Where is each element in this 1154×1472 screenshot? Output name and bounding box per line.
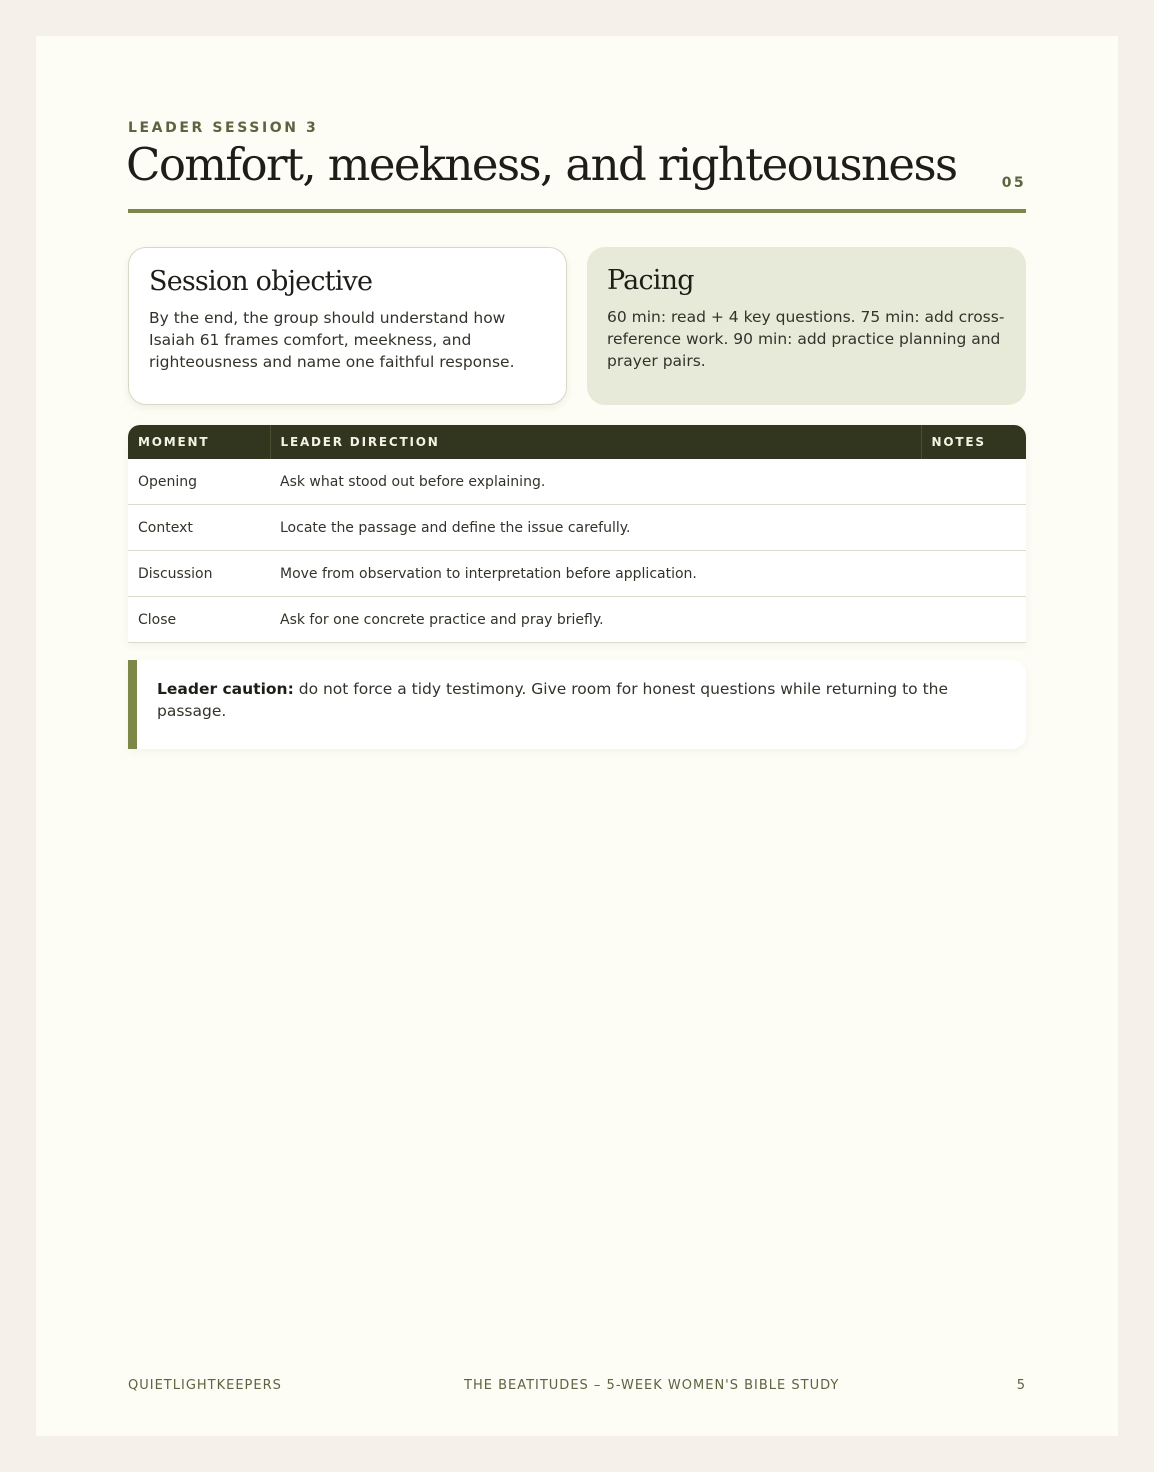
caution-label: Leader caution: xyxy=(157,680,294,698)
objective-heading: Session objective xyxy=(149,266,373,297)
table-row xyxy=(128,597,1026,643)
footer-page-number: 5 xyxy=(1016,1378,1026,1393)
pacing-heading: Pacing xyxy=(607,265,694,296)
moment-cell: Context xyxy=(128,505,270,551)
column-header-moment: MOMENT xyxy=(128,425,270,459)
table-header-row xyxy=(128,425,1026,459)
callout-accent-bar xyxy=(128,660,137,749)
notes-cell xyxy=(921,505,1026,551)
pacing-body: 60 min: read + 4 key questions. 75 min: add cross-reference work. 90 min: add practice planning and prayer pairs. xyxy=(607,308,1005,370)
column-header-notes: NOTES xyxy=(921,425,1026,459)
direction-cell: Locate the passage and define the issue carefully. xyxy=(270,505,921,551)
direction-cell: Ask what stood out before explaining. xyxy=(270,459,921,505)
objective-card xyxy=(128,247,567,405)
page-title: Comfort, meekness, and righteousness xyxy=(126,138,957,191)
direction-cell: Move from observation to interpretation before application. xyxy=(270,551,921,597)
caution-body: do not force a tidy testimony. Give room for honest questions while returning to the passage. xyxy=(157,680,949,720)
page xyxy=(36,36,1118,1436)
footer-brand: QUIETLIGHTKEEPERS xyxy=(128,1378,282,1393)
objective-body: By the end, the group should understand how Isaiah 61 frames comfort, meekness, and righteousness and name one faithful response. xyxy=(149,309,515,371)
section-number: 05 xyxy=(1001,175,1026,191)
direction-cell: Ask for one concrete practice and pray briefly. xyxy=(270,597,921,643)
notes-cell xyxy=(921,459,1026,505)
leader-caution-callout xyxy=(128,660,1026,749)
session-table xyxy=(128,425,1026,643)
moment-cell: Close xyxy=(128,597,270,643)
session-eyebrow: LEADER SESSION 3 xyxy=(128,120,319,136)
moment-cell: Discussion xyxy=(128,551,270,597)
column-header-leader-direction: LEADER DIRECTION xyxy=(270,425,921,459)
notes-cell xyxy=(921,597,1026,643)
notes-cell xyxy=(921,551,1026,597)
table-row xyxy=(128,459,1026,505)
pacing-card xyxy=(587,247,1026,405)
caution-text xyxy=(157,678,986,722)
title-divider xyxy=(128,209,1026,213)
footer-study-title: THE BEATITUDES – 5-WEEK WOMEN'S BIBLE STUDY xyxy=(464,1378,840,1393)
table-row xyxy=(128,551,1026,597)
moment-cell: Opening xyxy=(128,459,270,505)
table-row xyxy=(128,505,1026,551)
